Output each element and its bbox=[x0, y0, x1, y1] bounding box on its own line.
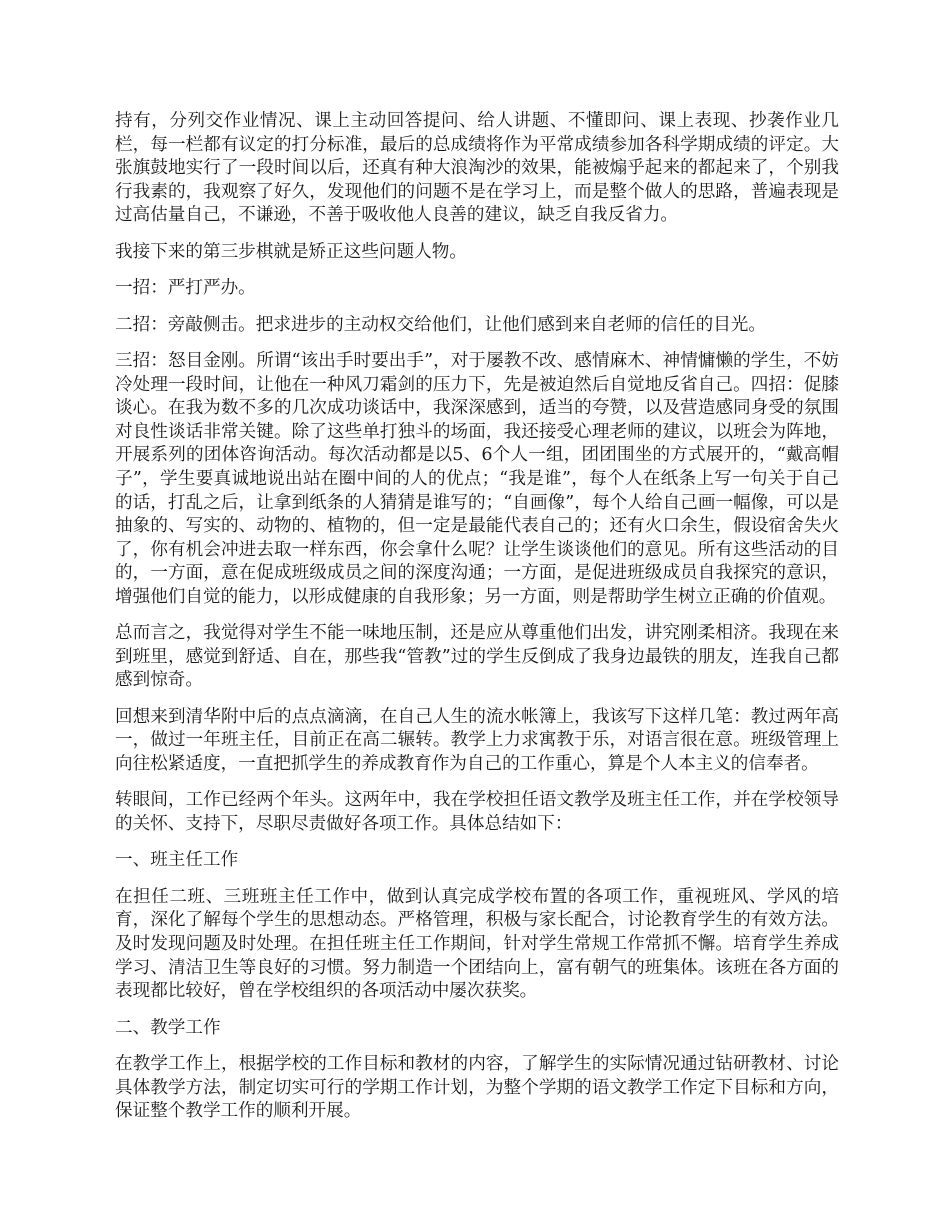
paragraph-summary: 总而言之，我觉得对学生不能一味地压制，还是应从尊重他们出发，讲究刚柔相济。我现在来到班里，感觉到舒适、自在，那些我“管教”过的学生反倒成了我身边最铁的朋友，连我自己都感到惊奇。 bbox=[115, 623, 839, 691]
paragraph-moves-three-four: 三招：怒目金刚。所谓“该出手时要出手”，对于屡教不改、感情麻木、神情慵懒的学生，不妨冷处理一段时间，让他在一种风刀霜剑的压力下，先是被迫然后自觉地反省自己。四招：促膝谈心。在我为数不多的几次成功谈话中，我深深感到，适当的夸赞，以及营造感同身受的氛围对良性谈话非常关键。除了这些单打独斗的场面，我还接受心理老师的建议，以班会为阵地，开展系列的团体咨询活动。每次活动都是以5、6个人一组，团团围坐的方式展开的，“戴高帽子”，学生要真诚地说出站在圈中间的人的优点；“我是谁”，每个人在纸条上写一句关于自己的话，打乱之后，让拿到纸条的人猜猜是谁写的；“自画像”，每个人给自己画一幅像，可以是抽象的、写实的、动物的、植物的，但一定是最能代表自己的；还有火口余生，假设宿舍失火了，你有机会冲进去取一样东西，你会拿什么呢？让学生谈谈他们的意见。所有这些活动的目的，一方面，意在促成班级成员之间的深度沟通；一方面，是促进班级成员自我探究的意识，增强他们自觉的能力，以形成健康的自我形象；另一方面，则是帮助学生树立正确的价值观。 bbox=[115, 350, 839, 607]
paragraph-intro-tracking-table: 持有，分列交作业情况、课上主动回答提问、给人讲题、不懂即问、课上表现、抄袭作业几栏，每一栏都有议定的打分标准，最后的总成绩将作为平常成绩参加各科学期成绩的评定。大张旗鼓地实行了一段时间以后，还真有种大浪淘沙的效果，能被煽乎起来的都起来了，个别我行我素的，我观察了好久，发现他们的问题不是在学习上，而是整个做人的思路，普遍表现是过高估量自己，不谦逊，不善于吸收他人良善的建议，缺乏自我反省力。 bbox=[115, 111, 839, 226]
paragraph-move-one: 一招：严打严办。 bbox=[115, 278, 256, 299]
paragraph-move-two: 二招：旁敲侧击。把求进步的主动权交给他们，让他们感到来自老师的信任的目光。 bbox=[115, 314, 766, 335]
paragraph-reflection: 回想来到清华附中后的点点滴滴，在自己人生的流水帐簿上，我该写下这样几笔：教过两年高一，做过一年班主任，目前正在高二辗转。教学上力求寓教于乐，对语言很在意。班级管理上向往松紧适度，一直把抓学生的养成教育作为自己的工作重心，算是个人本主义的信奉者。 bbox=[115, 706, 839, 775]
paragraph-teaching-work: 在教学工作上，根据学校的工作目标和教材的内容，了解学生的实际情况通过钻研教材、讨论具体教学方法，制定切实可行的学期工作计划，为整个学期的语文教学工作定下目标和方向，保证整个教学工作的顺利开展。 bbox=[115, 1053, 839, 1122]
paragraph-work-overview: 转眼间，工作已经两个年头。这两年中，我在学校担任语文教学及班主任工作，并在学校领导的关怀、支持下，尽职尽责做好各项工作。具体总结如下： bbox=[115, 790, 839, 835]
section-heading-class-teacher: 一、班主任工作 bbox=[115, 850, 239, 871]
paragraph-third-step: 我接下来的第三步棋就是矫正这些问题人物。 bbox=[115, 241, 467, 262]
paragraph-class-teacher-work: 在担任二班、三班班主任工作中，做到认真完成学校布置的各项工作，重视班风、学风的培育，深化了解每个学生的思想动态。严格管理，积极与家长配合，讨论教育学生的有效方法。及时发现问题及时处理。在担任班主任工作期间，针对学生常规工作常抓不懈。培育学生养成学习、清洁卫生等良好的习惯。努力制造一个团结向上，富有朝气的班集体。该班在各方面的表现都比较好，曾在学校组织的各项活动中屡次获奖。 bbox=[115, 886, 839, 1002]
document-body bbox=[115, 110, 839, 1137]
section-heading-teaching: 二、教学工作 bbox=[115, 1017, 221, 1038]
